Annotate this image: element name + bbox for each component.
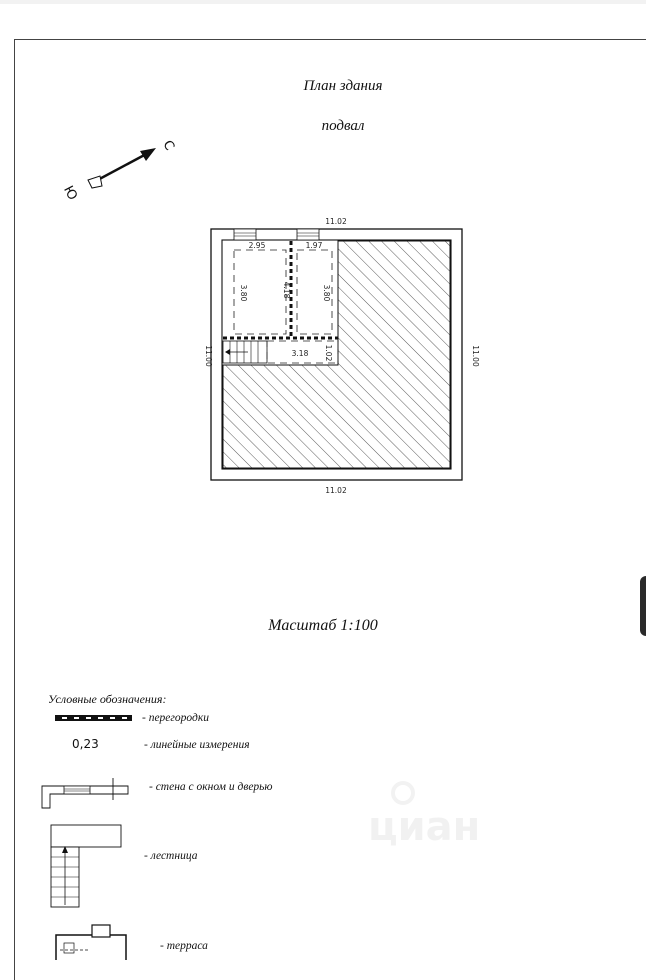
watermark-text: циан [368,804,481,850]
legend-wall-symbol [42,778,128,808]
dim-corridor-height: 1.02 [324,344,333,362]
legend-linear-label: - линейные измерения [144,739,250,751]
dim-left: 11.00 [204,345,213,367]
dim-corridor-width: 3.18 [291,349,309,358]
legend-terrace-symbol [56,925,126,960]
page-edge-tab[interactable] [640,576,646,636]
legend-wall-label: - стена с окном и дверью [149,781,273,793]
scale-label: Масштаб 1:100 [268,617,378,634]
compass-south-label: Ю [60,183,80,203]
legend-terrace-label: - терраса [160,940,208,952]
dim-room-2-width: 1.97 [305,241,323,250]
window-top-left [234,229,256,240]
legend-title: Условные обозначения: [48,692,167,706]
watermark [368,783,480,850]
legend-partition-symbol [55,715,132,721]
plan-subtitle: подвал [321,118,365,134]
compass-arrow-icon [88,148,156,188]
dim-right: 11.00 [471,345,480,367]
stairs [223,341,267,363]
dim-room-1-height: 3.80 [239,284,248,302]
legend-measure-sample: 0,23 [72,737,99,751]
watermark-pin-icon [393,783,413,803]
dim-top: 11.02 [325,217,347,226]
legend-stairs-symbol [51,825,121,907]
legend-partitions-label: - перегородки [142,712,209,724]
dim-bottom: 11.02 [325,486,347,495]
legend-stairs-label: - лестница [144,850,198,862]
dim-room-2-height: 3.80 [322,284,331,302]
window-top-right [297,229,319,240]
plan-title: План здания [303,78,383,94]
compass-north-label: С [159,138,178,154]
dim-room-1-width: 2.95 [248,241,266,250]
dim-partition-height: 4.18 [282,281,291,299]
